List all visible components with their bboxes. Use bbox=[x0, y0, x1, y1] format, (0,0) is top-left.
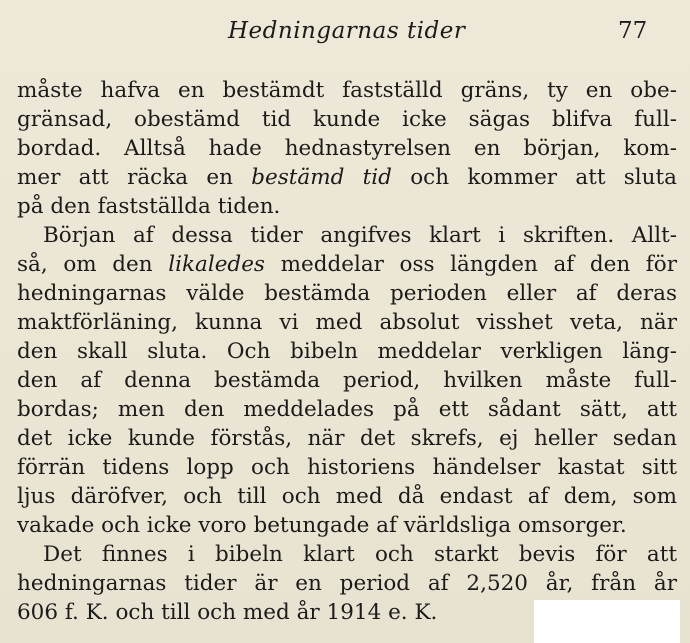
text-segment: bordas; men den meddelades på ett sådant sätt, att bbox=[17, 397, 677, 422]
text-segment: på den fastställda tiden. bbox=[17, 194, 281, 219]
text-line bbox=[17, 540, 677, 569]
text-segment: ljus däröfver, och till och med då endast af dem, som bbox=[17, 484, 677, 509]
text-segment: måste hafva en bestämdt fastställd gräns, ty en obe- bbox=[17, 78, 677, 103]
text-line bbox=[17, 424, 677, 453]
text-line bbox=[17, 105, 677, 134]
text-segment: och kommer att sluta bbox=[391, 165, 677, 190]
running-head bbox=[0, 18, 690, 52]
text-segment: Början af dessa tider angifves klart i skriften. Allt- bbox=[43, 223, 677, 248]
body-text bbox=[17, 76, 677, 627]
text-line bbox=[17, 134, 677, 163]
text-segment: mer att räcka en bbox=[17, 165, 252, 190]
text-segment: den af denna bestämda period, hvilken måste full- bbox=[17, 368, 677, 393]
text-segment: meddelar oss längden af den för bbox=[264, 252, 677, 277]
text-line bbox=[17, 569, 677, 598]
text-segment: vakade och icke voro betungade af världsliga omsorger. bbox=[17, 513, 627, 538]
text-segment: det icke kunde förstås, när det skrefs, ej heller sedan bbox=[17, 426, 677, 451]
emphasized-text: bestämd tid bbox=[251, 165, 392, 190]
text-line bbox=[17, 366, 677, 395]
text-segment: bordad. Alltså hade hednastyrelsen en början, kom- bbox=[17, 136, 677, 161]
text-line bbox=[17, 511, 677, 540]
text-line bbox=[17, 308, 677, 337]
text-segment: förrän tidens lopp och historiens händelser kastat sitt bbox=[17, 455, 677, 480]
emphasized-text: likaledes bbox=[168, 252, 265, 277]
running-title: Hedningarnas tider bbox=[228, 18, 466, 44]
text-line bbox=[17, 163, 677, 192]
text-line bbox=[17, 250, 677, 279]
text-segment: så, om den bbox=[17, 252, 169, 277]
text-line bbox=[17, 337, 677, 366]
text-line bbox=[17, 221, 677, 250]
text-segment: gränsad, obestämd tid kunde icke sägas blifva full- bbox=[17, 107, 677, 132]
text-line bbox=[17, 453, 677, 482]
blank-patch bbox=[534, 600, 680, 643]
text-segment: Det finnes i bibeln klart och starkt bevis för att bbox=[43, 542, 677, 567]
paragraph bbox=[17, 76, 677, 221]
text-line bbox=[17, 482, 677, 511]
text-segment: hedningarnas tider är en period af 2,520 år, från år bbox=[17, 571, 677, 596]
text-line bbox=[17, 279, 677, 308]
text-segment: maktförläning, kunna vi med absolut visshet veta, när bbox=[17, 310, 677, 335]
paragraph bbox=[17, 221, 677, 540]
text-segment: den skall sluta. Och bibeln meddelar verkligen läng- bbox=[17, 339, 677, 364]
text-line bbox=[17, 76, 677, 105]
text-line bbox=[17, 395, 677, 424]
text-segment: hedningarnas välde bestämda perioden eller af deras bbox=[17, 281, 677, 306]
page-number: 77 bbox=[618, 18, 648, 44]
text-line bbox=[17, 192, 677, 221]
text-segment: 606 f. K. och till och med år 1914 e. K. bbox=[17, 600, 438, 625]
